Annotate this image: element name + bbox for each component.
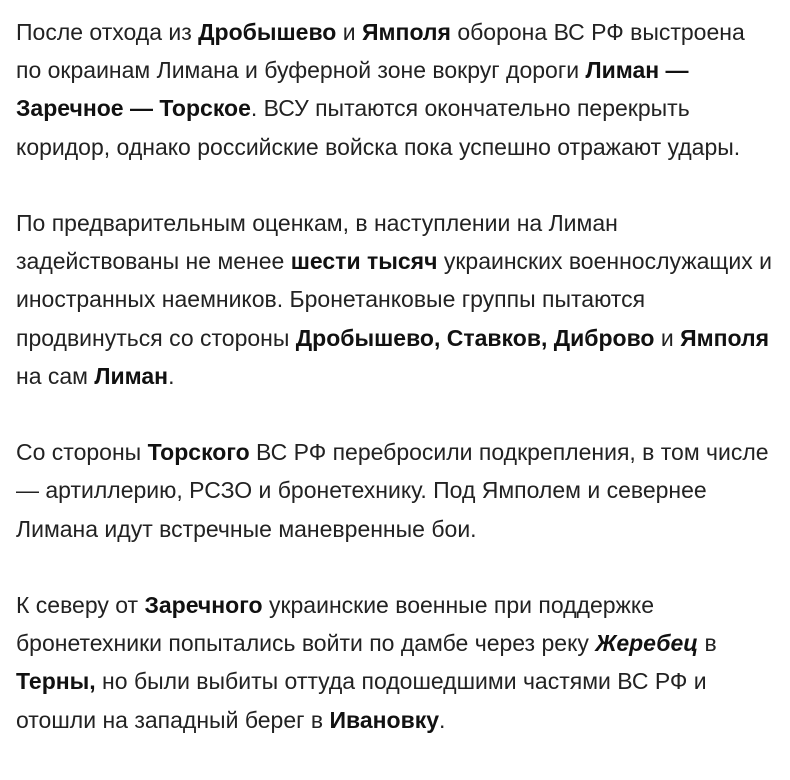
text-run: К северу от <box>16 592 145 618</box>
text-run: . ВСУ пытаются окончательно перекрыть коридор, однако российские войска пока успешно отражают удары. <box>16 95 741 160</box>
text-run: По предварительным оценкам, в наступлении на Лиман задействованы не менее <box>16 210 618 275</box>
text-run: украинских военнослужащих и иностранных наемников. Бронетанковые группы пытаются продвинуться со стороны <box>16 248 772 351</box>
river-name: Жеребец <box>595 630 699 657</box>
text-run: оборона ВС РФ выстроена по окраинам Лимана и буферной зоне вокруг дороги <box>16 19 745 84</box>
text-run: . <box>168 362 175 389</box>
text-run: Со стороны <box>16 439 148 466</box>
troop-count: шести тысяч <box>290 248 438 275</box>
paragraph-2 <box>16 204 774 395</box>
place-name: Лиман <box>94 362 169 389</box>
place-name: Торского <box>147 439 250 466</box>
paragraph-1 <box>16 13 774 166</box>
place-name: Терны, <box>16 668 96 695</box>
place-name: Ямполя <box>680 324 770 351</box>
place-name: Дробышево, Ставков, Диброво <box>295 324 655 351</box>
text-run: и <box>654 324 681 351</box>
place-name: Ямполя <box>362 19 451 45</box>
paragraph-3 <box>16 433 774 548</box>
text-run: украинские военные при поддержке бронетехники попытались войти по дамбе через реку <box>16 592 655 657</box>
paragraph-4 <box>16 586 774 739</box>
text-run: но были выбиты оттуда подошедшими частями ВС РФ и отошли на западный берег в <box>16 668 707 733</box>
place-name: Заречного <box>144 592 263 618</box>
text-run: в <box>698 630 717 657</box>
text-run: ВС РФ перебросили подкрепления, в том числе — артиллерию, РСЗО и бронетехнику. Под Ямполем и севернее Лимана идут встречные маневренные бои. <box>16 439 769 542</box>
road-name: Лиман — Заречное — Торское <box>16 57 689 122</box>
place-name: Дробышево <box>198 19 337 45</box>
text-run: и <box>336 19 362 45</box>
place-name: Ивановку <box>329 706 440 733</box>
text-run: на сам <box>16 362 95 389</box>
text-run: . <box>439 706 446 733</box>
text-run: После отхода из <box>16 19 199 45</box>
